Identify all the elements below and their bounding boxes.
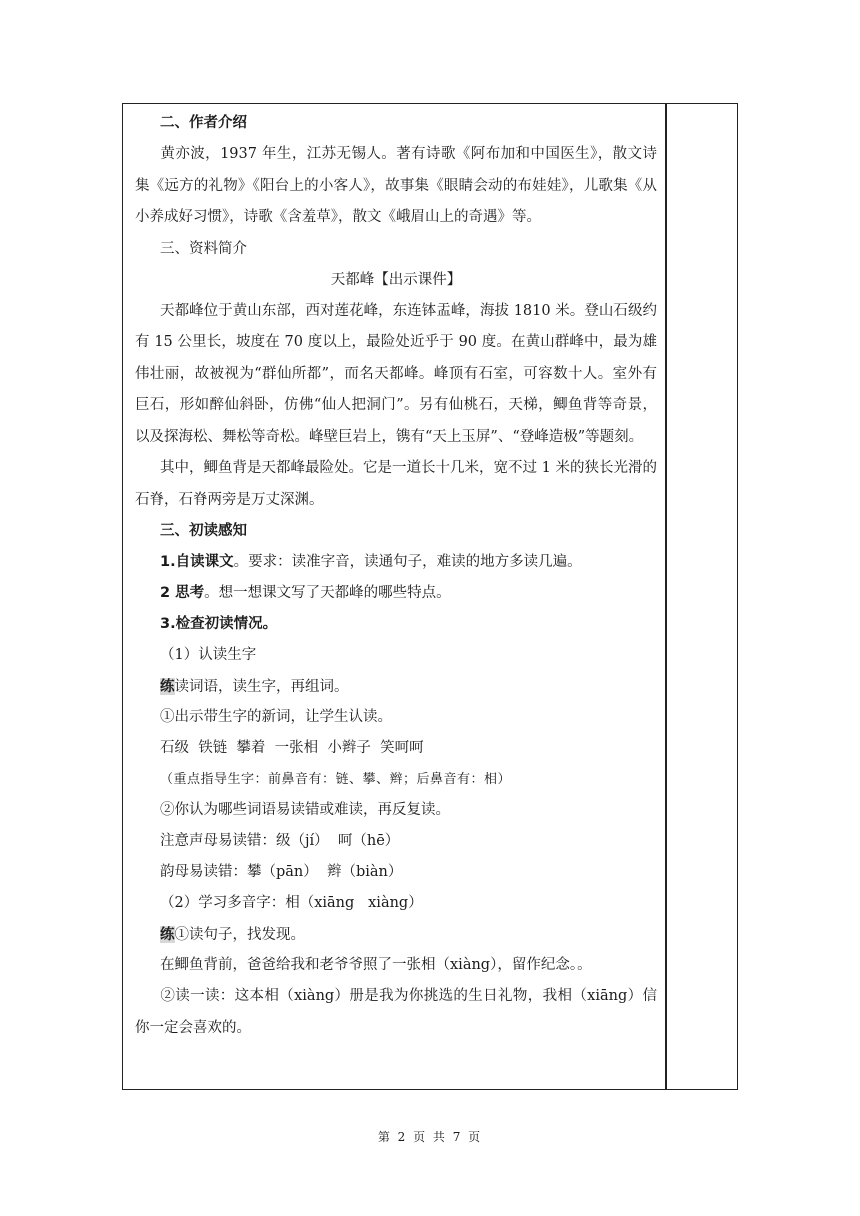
step-2-text: 。想一想课文写了天都峰的哪些特点。 [204,585,451,601]
finals-note: 韵母易读错：攀（pān） 辫（biàn） [160,864,403,880]
section-heading-materials: 三、资料简介 [160,240,247,257]
materials-paragraph-1-text: 天都峰位于黄山东部，西对莲花峰，东连钵盂峰，海拔 1810 米。登山石级约有 15 公里长，坡度在 70 度以上，最险处近乎于 90 度。在黄山群峰中，最为雄伟壮丽，故被视为“群仙所都”，而名天都峰。峰顶有石室，可容数十人。室外有巨石，形如醉仙斜卧，仿佛“仙人把洞门”。另有仙桃石，天梯，鲫鱼背等奇景，以及探海松、舞松等奇松。峰壁巨岩上，镌有“天上玉屏”、“登峰造极”等题刻。 [135,302,657,445]
table-column-divider [665,103,667,1090]
page-footer: 第 2 页 共 7 页 [377,1130,483,1144]
materials-paragraph-2-text: 其中，鲫鱼背是天都峰最险处。它是一道长十几米，宽不过 1 米的狭长光滑的石脊，石脊两旁是万丈深渊。 [135,460,657,508]
practice-marker-2: 练 [160,926,175,943]
section-heading-author: 二、作者介绍 [160,115,247,131]
example-sentence-2-text: ②读一读：这本相（xiàng）册是我为你挑选的生日礼物，我相（xiāng）信你一定会喜欢的。 [135,988,657,1036]
section-heading-reading: 三、初读感知 [160,523,247,539]
practice-marker: 练 [160,678,175,695]
step-2-label: 2 思考 [160,585,205,601]
materials-title: 天都峰【出示课件】 [330,271,462,288]
example-sentence-1: 在鲫鱼背前，爸爸给我和老爷爷照了一张相（xiàng），留作纪念。。 [160,957,592,973]
step-1-text: 。要求：读准字音，读通句子，难读的地方多读几遍。 [233,554,582,570]
lesson-content [135,108,657,1044]
practice-1 [135,671,657,702]
initials-note: 注意声母易读错：级（jí） 呵（hē） [160,833,400,849]
author-bio [135,139,657,234]
materials-paragraph-2 [135,453,657,516]
practice-2-text: ①读句子，找发现。 [174,927,305,943]
practice-2 [135,919,657,950]
example-sentence-2 [135,981,657,1044]
practice-1-text: 读词语，读生字，再组词。 [174,679,349,695]
step-1 [135,547,657,578]
word-list: 石级 铁链 攀着 一张相 小辫子 笑呵呵 [160,740,424,756]
step-1-label: 1.自读课文 [160,554,234,570]
step-3: 3.检查初读情况。 [160,616,278,632]
step-2 [135,578,657,609]
item-2: ②你认为哪些词语易读错或难读，再反复读。 [160,802,450,818]
item-1: ①出示带生字的新词，让学生认读。 [160,709,392,725]
focus-note: （重点指导生字：前鼻音有：链、攀、辫；后鼻音有：相） [160,772,512,787]
subsection-2: （2）学习多音字：相（xiāng xiàng） [160,895,423,911]
materials-paragraph-1 [135,296,657,454]
author-bio-text: 黄亦波，1937 年生，江苏无锡人。著有诗歌《阿布加和中国医生》，散文诗集《远方的礼物》《阳台上的小客人》，故事集《眼睛会动的布娃娃》，儿歌集《从小养成好习惯》，诗歌《含羞草》，散文《峨眉山上的奇遇》等。 [135,146,657,225]
subsection-1: （1）认读生字 [160,647,257,663]
